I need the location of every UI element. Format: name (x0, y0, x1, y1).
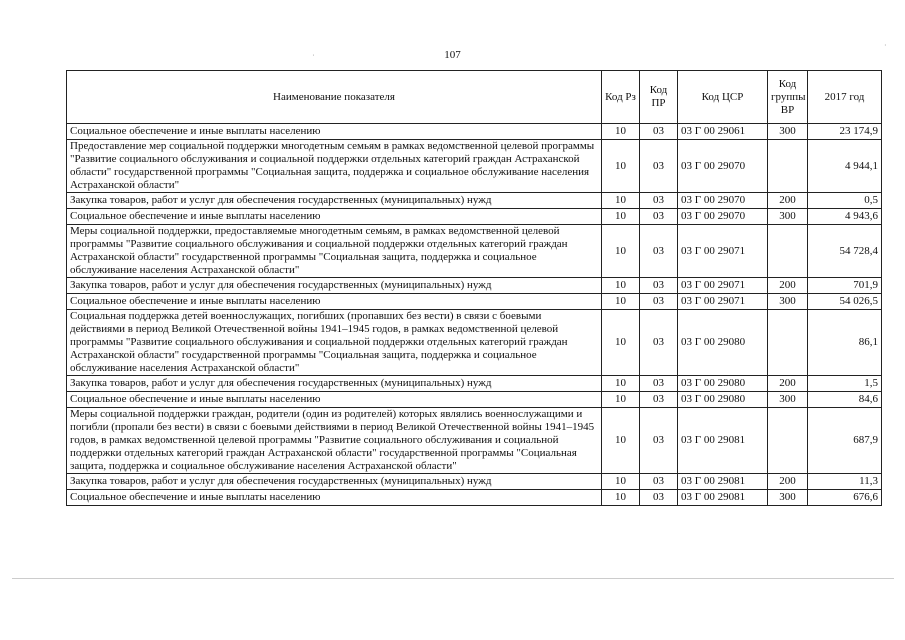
row-rz: 10 (602, 193, 640, 209)
header-name: Наименование показателя (67, 71, 602, 124)
row-pr: 03 (640, 193, 678, 209)
row-rz: 10 (602, 140, 640, 193)
row-pr: 03 (640, 310, 678, 376)
row-amount: 54 026,5 (808, 294, 882, 310)
table-row (67, 474, 882, 490)
row-name: Закупка товаров, работ и услуг для обеспечения государственных (муниципальных) нужд (67, 193, 602, 209)
row-vr: 200 (768, 193, 808, 209)
row-name: Социальное обеспечение и иные выплаты населению (67, 392, 602, 408)
row-csr: 03 Г 00 29071 (678, 225, 768, 278)
table-header-row (67, 71, 882, 124)
row-vr: 300 (768, 294, 808, 310)
row-rz: 10 (602, 209, 640, 225)
row-vr (768, 310, 808, 376)
row-rz: 10 (602, 278, 640, 294)
row-name: Социальное обеспечение и иные выплаты населению (67, 209, 602, 225)
table-row (67, 193, 882, 209)
row-amount: 86,1 (808, 310, 882, 376)
row-csr: 03 Г 00 29081 (678, 408, 768, 474)
row-csr: 03 Г 00 29081 (678, 474, 768, 490)
row-vr: 300 (768, 124, 808, 140)
row-amount: 701,9 (808, 278, 882, 294)
row-amount: 11,3 (808, 474, 882, 490)
row-rz: 10 (602, 124, 640, 140)
row-name: Социальная поддержка детей военнослужащих, погибших (пропавших без вести) в связи с боевыми действиями в период Великой Отечественной войны 1941–1945 годов, в рамках ведомственной целевой программы "Развитие социального обслуживания и социальной поддержки отдельных категорий граждан Астраханской области" государственной программы "Социальная защита, поддержка и социальное обслуживание населения Астраханской области" (67, 310, 602, 376)
budget-table (66, 70, 882, 506)
row-amount: 84,6 (808, 392, 882, 408)
row-pr: 03 (640, 225, 678, 278)
row-csr: 03 Г 00 29080 (678, 310, 768, 376)
row-rz: 10 (602, 474, 640, 490)
table-row (67, 310, 882, 376)
scan-mark: ˙ (312, 53, 315, 62)
row-csr: 03 Г 00 29070 (678, 193, 768, 209)
row-amount: 4 943,6 (808, 209, 882, 225)
row-pr: 03 (640, 140, 678, 193)
row-name: Меры социальной поддержки, предоставляемые многодетным семьям, в рамках ведомственной целевой программы "Развитие социального обслуживания и социальной поддержки отдельных категорий граждан Астраханской области" государственной программы "Социальная защита, поддержка и социальное обслуживание населения Астраханской области" (67, 225, 602, 278)
row-vr: 300 (768, 490, 808, 506)
row-csr: 03 Г 00 29070 (678, 209, 768, 225)
row-rz: 10 (602, 490, 640, 506)
table-row (67, 408, 882, 474)
row-pr: 03 (640, 474, 678, 490)
row-name: Предоставление мер социальной поддержки многодетным семьям в рамках ведомственной целевой программы "Развитие социального обслуживания и социальной поддержки отдельных категорий граждан Астраханской области" государственной программы "Социальная защита, поддержка и социальное обслуживание населения Астраханской области" (67, 140, 602, 193)
header-vr: Код группы ВР (768, 71, 808, 124)
row-name: Закупка товаров, работ и услуг для обеспечения государственных (муниципальных) нужд (67, 278, 602, 294)
row-vr (768, 408, 808, 474)
row-vr (768, 140, 808, 193)
row-vr: 300 (768, 209, 808, 225)
table-row (67, 140, 882, 193)
header-pr: Код ПР (640, 71, 678, 124)
table-row (67, 225, 882, 278)
row-amount: 676,6 (808, 490, 882, 506)
row-name: Закупка товаров, работ и услуг для обеспечения государственных (муниципальных) нужд (67, 376, 602, 392)
row-name: Закупка товаров, работ и услуг для обеспечения государственных (муниципальных) нужд (67, 474, 602, 490)
row-vr: 200 (768, 474, 808, 490)
row-name: Социальное обеспечение и иные выплаты населению (67, 490, 602, 506)
table-row (67, 124, 882, 140)
row-csr: 03 Г 00 29061 (678, 124, 768, 140)
header-amount: 2017 год (808, 71, 882, 124)
header-rz: Код Рз (602, 71, 640, 124)
row-rz: 10 (602, 376, 640, 392)
page-edge-line (12, 578, 894, 579)
table-row (67, 294, 882, 310)
table-row (67, 490, 882, 506)
row-pr: 03 (640, 376, 678, 392)
row-pr: 03 (640, 408, 678, 474)
row-rz: 10 (602, 225, 640, 278)
row-vr: 200 (768, 278, 808, 294)
row-vr (768, 225, 808, 278)
row-amount: 687,9 (808, 408, 882, 474)
header-csr: Код ЦСР (678, 71, 768, 124)
scan-dot: · (884, 41, 887, 50)
row-amount: 23 174,9 (808, 124, 882, 140)
row-rz: 10 (602, 408, 640, 474)
row-amount: 4 944,1 (808, 140, 882, 193)
table-row (67, 376, 882, 392)
row-csr: 03 Г 00 29080 (678, 392, 768, 408)
page-number: 107 (444, 49, 461, 61)
row-csr: 03 Г 00 29071 (678, 278, 768, 294)
row-vr: 300 (768, 392, 808, 408)
row-csr: 03 Г 00 29080 (678, 376, 768, 392)
row-vr: 200 (768, 376, 808, 392)
row-amount: 1,5 (808, 376, 882, 392)
row-rz: 10 (602, 294, 640, 310)
row-csr: 03 Г 00 29071 (678, 294, 768, 310)
row-pr: 03 (640, 278, 678, 294)
row-rz: 10 (602, 310, 640, 376)
row-pr: 03 (640, 294, 678, 310)
row-pr: 03 (640, 392, 678, 408)
row-pr: 03 (640, 209, 678, 225)
row-csr: 03 Г 00 29070 (678, 140, 768, 193)
table-row (67, 209, 882, 225)
row-pr: 03 (640, 124, 678, 140)
table-row (67, 392, 882, 408)
row-amount: 54 728,4 (808, 225, 882, 278)
row-name: Социальное обеспечение и иные выплаты населению (67, 124, 602, 140)
row-rz: 10 (602, 392, 640, 408)
row-csr: 03 Г 00 29081 (678, 490, 768, 506)
table-body (67, 124, 882, 506)
row-name: Социальное обеспечение и иные выплаты населению (67, 294, 602, 310)
row-pr: 03 (640, 490, 678, 506)
row-name: Меры социальной поддержки граждан, родители (один из родителей) которых являлись военнослужащими и погибли (пропали без вести) в связи с боевыми действиями в период Великой Отечественной войны 1941–1945 годов, в рамках ведомственной целевой программы "Развитие социального обслуживания и социальной поддержки отдельных категорий граждан Астраханской области" государственной программы "Социальная защита, поддержка и социальное обслуживание населения Астраханской области" (67, 408, 602, 474)
row-amount: 0,5 (808, 193, 882, 209)
table-row (67, 278, 882, 294)
